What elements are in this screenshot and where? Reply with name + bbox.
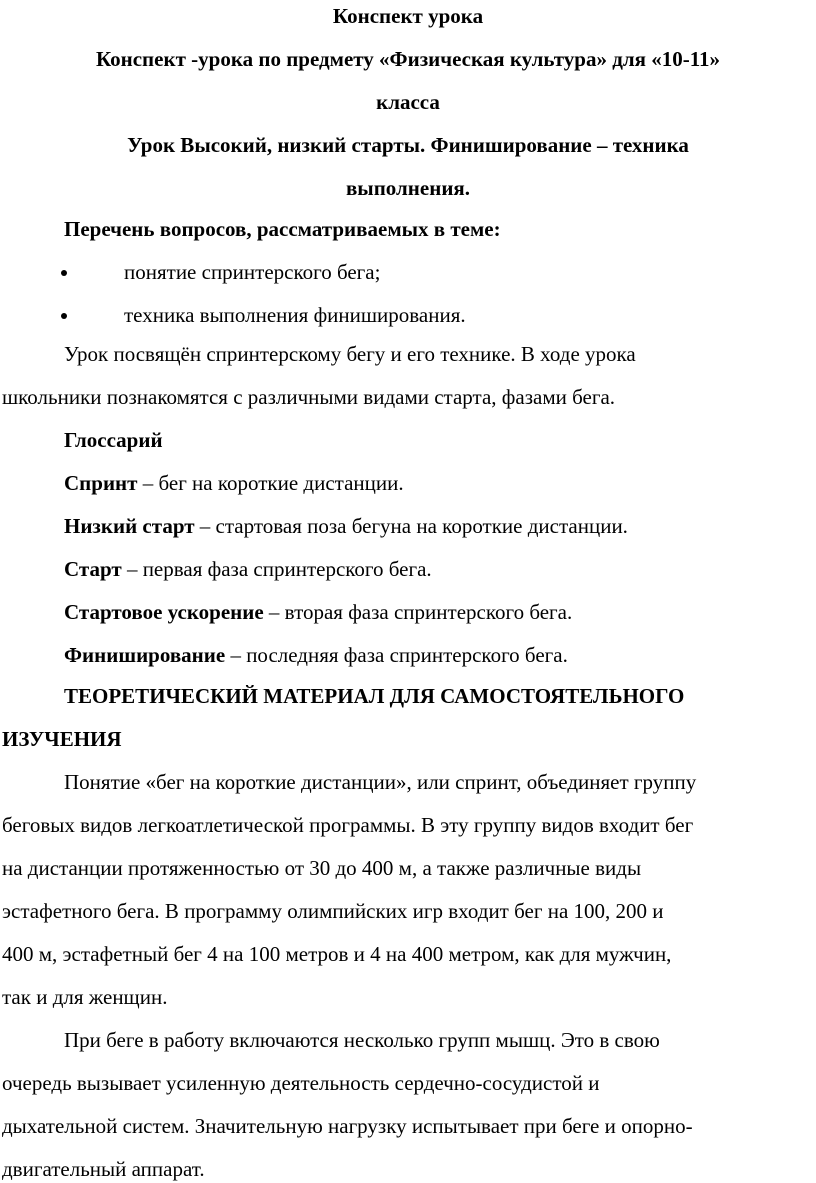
paragraph-line: дыхательной систем. Значительную нагрузку испытывает при беге и опорно- (2, 1114, 693, 1138)
glossary-entry (64, 555, 432, 583)
glossary-entry (64, 641, 568, 669)
glossary-term: Стартовое ускорение (64, 600, 264, 624)
glossary-definition: – первая фаза спринтерского бега. (121, 557, 432, 581)
glossary-entry (64, 598, 572, 626)
paragraph-line: так и для женщин. (2, 985, 168, 1009)
lesson-topic-line-1: Урок Высокий, низкий старты. Финиширование – техника (127, 133, 689, 157)
theory-heading-line-2: ИЗУЧЕНИЯ (2, 727, 122, 751)
paragraph-line: 400 м, эстафетный бег 4 на 100 метров и 4 на 400 метром, как для мужчин, (2, 942, 672, 966)
lesson-subtitle-line-2: класса (376, 90, 440, 114)
intro-line-1: Урок посвящён спринтерскому бегу и его технике. В ходе урока (64, 342, 636, 366)
glossary-heading: Глоссарий (64, 428, 163, 452)
paragraph-line: эстафетного бега. В программу олимпийских игр входит бег на 100, 200 и (2, 899, 664, 923)
paragraph-line: на дистанции протяженностью от 30 до 400 м, а также различные виды (2, 856, 642, 880)
lesson-topic-line-2: выполнения. (345, 176, 471, 200)
glossary-definition: – стартовая поза бегуна на короткие дистанции. (194, 514, 628, 538)
bullet-icon (61, 313, 67, 319)
theory-heading-line-1: ТЕОРЕТИЧЕСКИЙ МАТЕРИАЛ ДЛЯ САМОСТОЯТЕЛЬНОГО (64, 684, 685, 708)
glossary-definition: – бег на короткие дистанции. (137, 471, 404, 495)
bullet-icon (61, 270, 67, 276)
list-item-text: понятие спринтерского бега; (124, 260, 381, 284)
lesson-subtitle-line-1: Конспект -урока по предмету «Физическая культура» для «10-11» (95, 47, 721, 71)
intro-line-2: школьники познакомятся с различными видами старта, фазами бега. (2, 385, 616, 409)
list-item-text: техника выполнения финиширования. (124, 303, 466, 327)
document-title: Конспект урока (332, 4, 484, 28)
glossary-term: Низкий старт (64, 514, 195, 538)
paragraph-line: При беге в работу включаются несколько групп мышц. Это в свою (64, 1028, 660, 1052)
questions-heading: Перечень вопросов, рассматриваемых в теме: (64, 217, 501, 241)
glossary-term: Старт (64, 557, 122, 581)
paragraph-line: Понятие «бег на короткие дистанции», или спринт, объединяет группу (64, 770, 697, 794)
paragraph-line: двигательный аппарат. (2, 1157, 205, 1181)
glossary-entry (64, 469, 404, 497)
paragraph-line: очередь вызывает усиленную деятельность сердечно-сосудистой и (2, 1071, 600, 1095)
paragraph-line: беговых видов легкоатлетической программы. В эту группу видов входит бег (2, 813, 694, 837)
glossary-term: Спринт (64, 471, 138, 495)
glossary-term: Финиширование (64, 643, 226, 667)
glossary-entry (64, 512, 628, 540)
glossary-definition: – последняя фаза спринтерского бега. (225, 643, 568, 667)
glossary-definition: – вторая фаза спринтерского бега. (263, 600, 573, 624)
